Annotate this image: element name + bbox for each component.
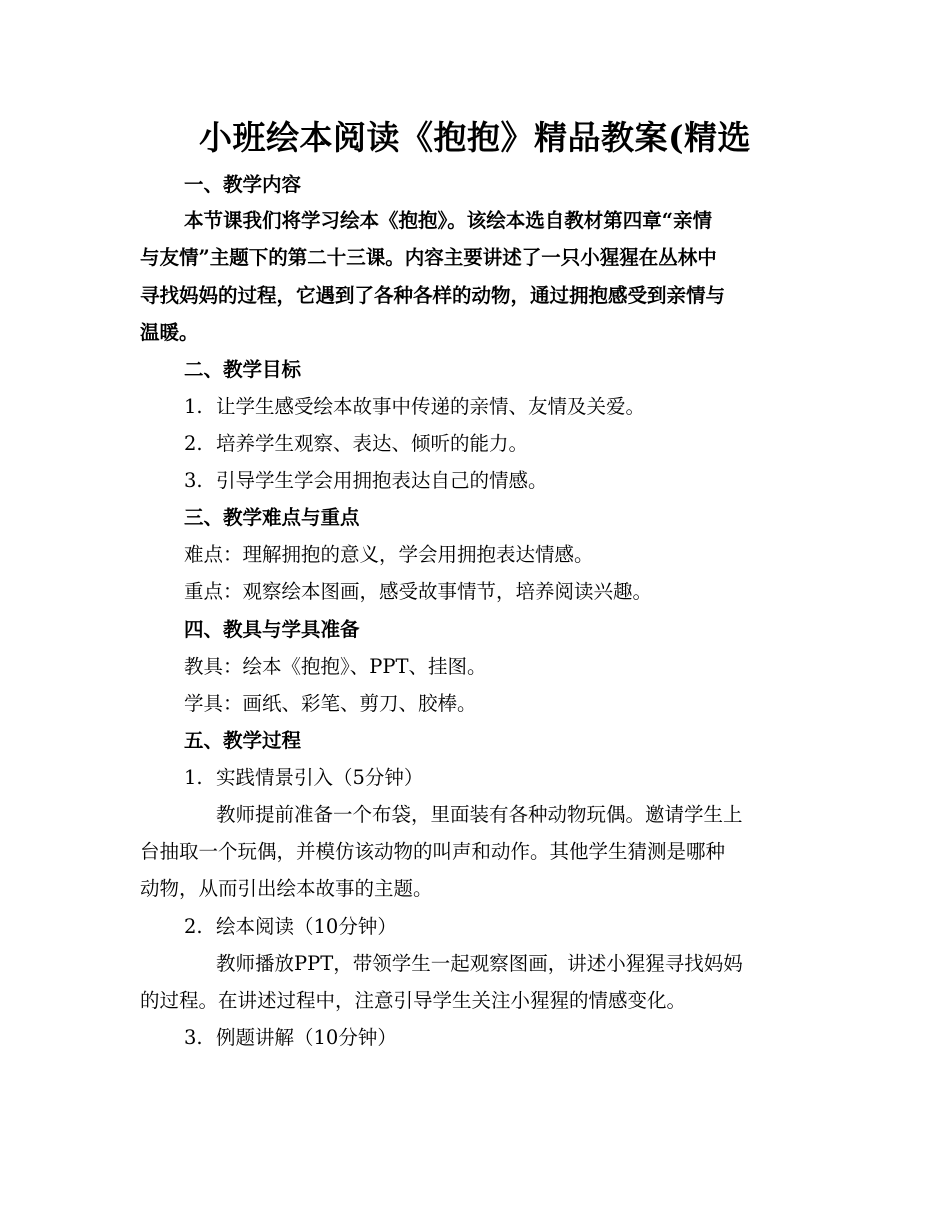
list-text: 让学生感受绘本故事中传递的亲情、友情及关爱。 bbox=[216, 395, 646, 418]
paragraph-line: 温暖。 bbox=[140, 321, 199, 344]
section-heading-objectives: 二、教学目标 bbox=[184, 358, 302, 381]
step-title bbox=[184, 914, 397, 940]
list-item bbox=[184, 394, 645, 420]
paragraph-line: 教师提前准备一个布袋，里面装有各种动物玩偶。邀请学生上 bbox=[216, 803, 743, 826]
list-text: 引导学生学会用拥抱表达自己的情感。 bbox=[216, 469, 548, 492]
step-title-text: 绘本阅读（10分钟） bbox=[216, 915, 397, 938]
list-item bbox=[184, 468, 548, 494]
paragraph-line: 的过程。在讲述过程中，注意引导学生关注小猩猩的情感变化。 bbox=[140, 989, 687, 1012]
step-title-text: 例题讲解（10分钟） bbox=[216, 1026, 397, 1049]
paragraph-line: 教师播放PPT，带领学生一起观察图画，讲述小猩猩寻找妈妈 bbox=[216, 952, 743, 975]
section-heading-materials: 四、教具与学具准备 bbox=[184, 618, 360, 641]
list-text: 培养学生观察、表达、倾听的能力。 bbox=[216, 432, 529, 455]
text-line: 教具：绘本《抱抱》、PPT、挂图。 bbox=[184, 655, 487, 678]
step-number: 1. bbox=[184, 766, 203, 789]
paragraph-line: 与友情”主题下的第二十三课。内容主要讲述了一只小猩猩在丛林中 bbox=[140, 246, 717, 269]
paragraph-line: 寻找妈妈的过程，它遇到了各种各样的动物，通过拥抱感受到亲情与 bbox=[140, 284, 726, 307]
section-heading-content: 一、教学内容 bbox=[184, 173, 302, 196]
list-number: 1. bbox=[184, 395, 203, 418]
list-item bbox=[184, 431, 528, 457]
section-heading-process: 五、教学过程 bbox=[184, 729, 302, 752]
list-number: 3. bbox=[184, 469, 203, 492]
step-title bbox=[184, 765, 423, 791]
step-title bbox=[184, 1025, 397, 1051]
paragraph-line: 动物，从而引出绘本故事的主题。 bbox=[140, 877, 433, 900]
list-number: 2. bbox=[184, 432, 203, 455]
paragraph-line: 台抽取一个玩偶，并模仿该动物的叫声和动作。其他学生猜测是哪种 bbox=[140, 840, 726, 863]
step-title-text: 实践情景引入（5分钟） bbox=[216, 766, 424, 789]
section-heading-difficulties: 三、教学难点与重点 bbox=[184, 506, 360, 529]
text-line: 学具：画纸、彩笔、剪刀、胶棒。 bbox=[184, 692, 477, 715]
document-title: 小班绘本阅读《抱抱》精品教案(精选 bbox=[198, 118, 752, 157]
text-line: 难点：理解拥抱的意义，学会用拥抱表达情感。 bbox=[184, 543, 594, 566]
step-number: 2. bbox=[184, 915, 203, 938]
step-number: 3. bbox=[184, 1026, 203, 1049]
paragraph-line: 本节课我们将学习绘本《抱抱》。该绘本选自教材第四章“亲情 bbox=[184, 209, 712, 232]
text-line: 重点：观察绘本图画，感受故事情节，培养阅读兴趣。 bbox=[184, 580, 653, 603]
